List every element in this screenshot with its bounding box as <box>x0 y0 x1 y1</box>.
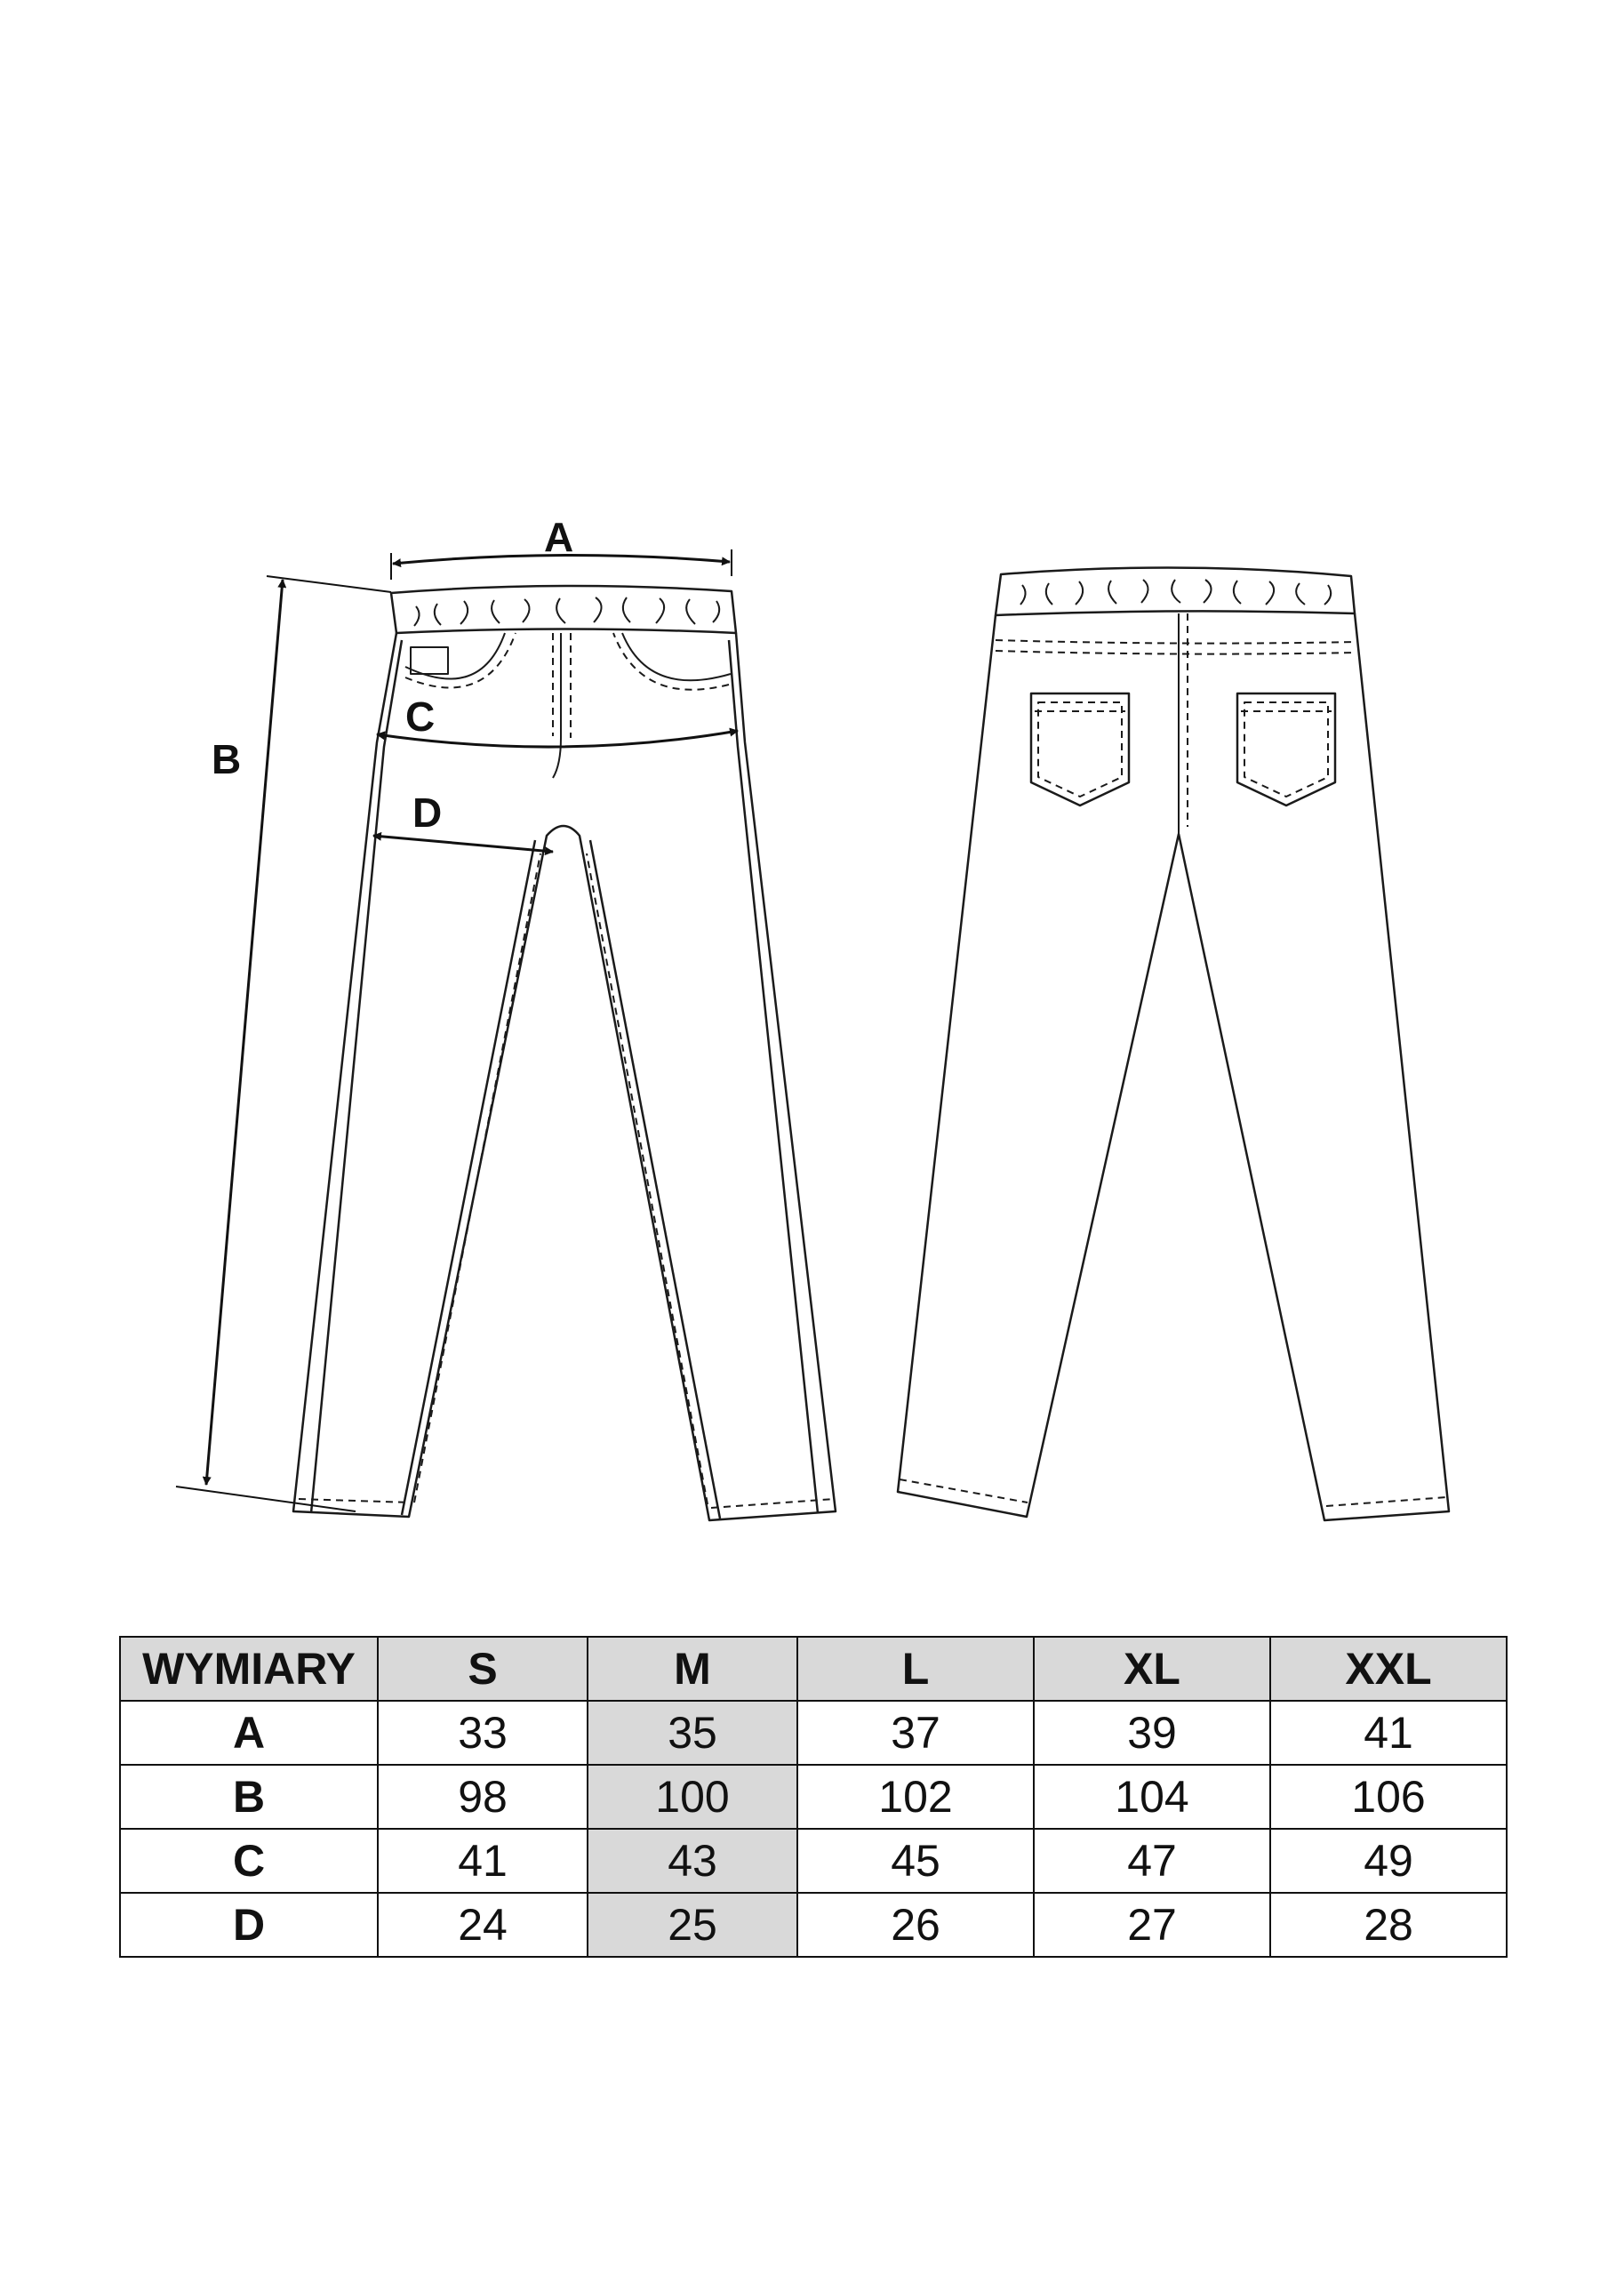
table-cell: 28 <box>1270 1893 1507 1957</box>
table-cell: 104 <box>1034 1765 1270 1829</box>
table-row <box>120 1701 1507 1765</box>
table-cell: 24 <box>378 1893 588 1957</box>
table-cell: 102 <box>797 1765 1034 1829</box>
back-yoke-stitch-1 <box>996 640 1355 644</box>
front-pocket-right <box>622 633 731 680</box>
table-cell: 100 <box>588 1765 797 1829</box>
table-cell: 106 <box>1270 1765 1507 1829</box>
pants-front-view <box>293 586 836 1520</box>
back-waistband <box>996 567 1355 615</box>
row-label: B <box>120 1765 378 1829</box>
back-waistband-gathers <box>1020 580 1331 605</box>
measure-b-arrow <box>206 580 283 1485</box>
table-cell: 25 <box>588 1893 797 1957</box>
back-yoke-stitch-2 <box>996 651 1355 654</box>
measure-d-arrow <box>373 836 553 852</box>
front-side-seam-left <box>311 640 402 1513</box>
front-inseam-right <box>590 840 720 1519</box>
measurement-marks <box>176 549 738 1511</box>
table-header-row <box>120 1637 1507 1701</box>
size-header-xl: XL <box>1034 1637 1270 1701</box>
table-cell: 47 <box>1034 1829 1270 1893</box>
pants-back-view <box>898 567 1449 1520</box>
label-c: C <box>405 693 436 740</box>
table-cell: 43 <box>588 1829 797 1893</box>
coin-pocket <box>411 647 448 674</box>
size-header-xxl: XXL <box>1270 1637 1507 1701</box>
back-silhouette <box>898 613 1449 1520</box>
table-cell: 35 <box>588 1701 797 1765</box>
table-row <box>120 1765 1507 1829</box>
size-header-s: S <box>378 1637 588 1701</box>
row-label: A <box>120 1701 378 1765</box>
label-b: B <box>212 736 242 782</box>
table-cell: 27 <box>1034 1893 1270 1957</box>
back-pocket-right <box>1237 693 1335 805</box>
table-cell: 33 <box>378 1701 588 1765</box>
table-cell: 49 <box>1270 1829 1507 1893</box>
table-cell: 26 <box>797 1893 1034 1957</box>
table-row <box>120 1829 1507 1893</box>
front-inseam-left <box>402 840 535 1515</box>
label-d: D <box>412 789 443 836</box>
table-cell: 39 <box>1034 1701 1270 1765</box>
size-header-l: L <box>797 1637 1034 1701</box>
front-waistband <box>391 586 736 633</box>
table-cell: 41 <box>378 1829 588 1893</box>
label-a: A <box>544 514 574 560</box>
front-waistband-gathers <box>414 597 719 626</box>
front-silhouette <box>293 633 836 1520</box>
size-header-m: M <box>588 1637 797 1701</box>
table-corner-header: WYMIARY <box>120 1637 378 1701</box>
row-label: C <box>120 1829 378 1893</box>
table-cell: 41 <box>1270 1701 1507 1765</box>
table-cell: 45 <box>797 1829 1034 1893</box>
front-side-seam-right <box>729 640 818 1513</box>
front-pocket-left <box>405 633 505 679</box>
table-row <box>120 1893 1507 1957</box>
size-chart-table <box>119 1636 1508 1958</box>
table-cell: 98 <box>378 1765 588 1829</box>
back-pocket-left <box>1031 693 1129 805</box>
table-cell: 37 <box>797 1701 1034 1765</box>
row-label: D <box>120 1893 378 1957</box>
front-fly <box>553 633 561 778</box>
